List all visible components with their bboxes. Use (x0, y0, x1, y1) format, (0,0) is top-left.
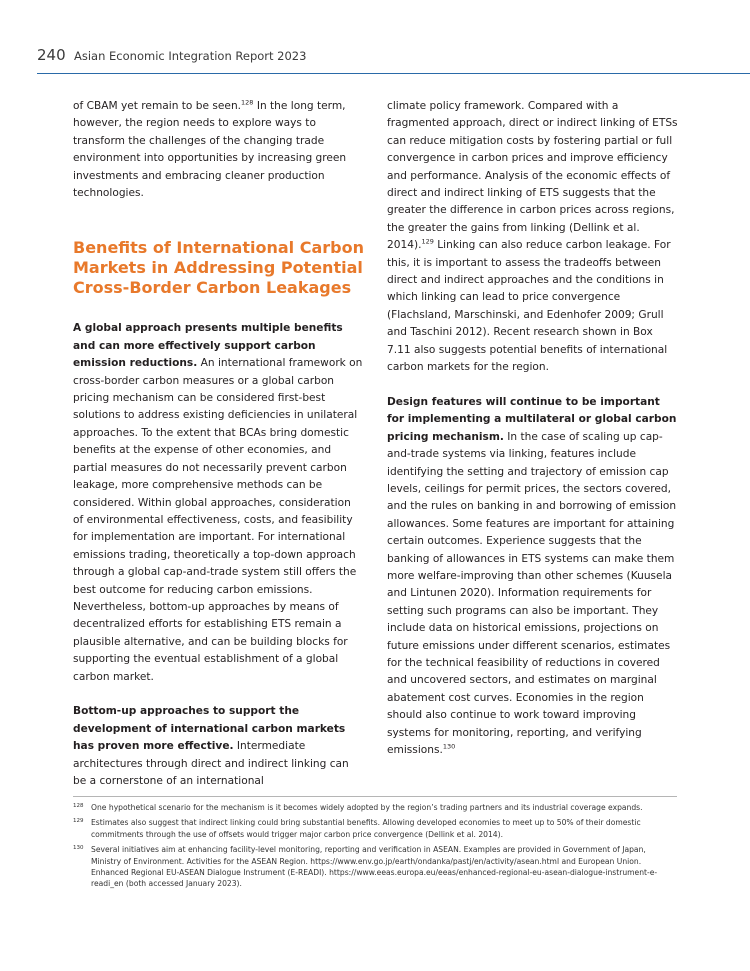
footnote-text: Several initiatives aim at enhancing facility-level monitoring, reporting and verification in ASEAN. Examples are provided in Government of Japan, Ministry of Environment. Activities for the ASEAN Region. https://www.env.go.jp/earth/ondanka/pastj/en/activity/asean.html and European Union. Enhanced Regional EU-ASEAN Dialogue Instrument (E-READI). https://www.eeas.europa.eu/eeas/enhanced-regional-eu-asean-dialogue-instrument-e-readi_en (both accessed January 2023). (91, 845, 658, 889)
footnote-text: One hypothetical scenario for the mechanism is it becomes widely adopted by the region’s trading partners and its industrial coverage expands. (91, 803, 643, 812)
footnote-ref-128[interactable]: 128 (241, 98, 254, 107)
header-divider (37, 73, 750, 74)
paragraph-global-approach (73, 320, 364, 686)
footnotes (73, 796, 677, 894)
footnote-128 (73, 802, 677, 813)
page-number: 240 (37, 46, 66, 64)
paragraph-body: In the case of scaling up cap-and-trade systems via linking, features include identifying the setting and trajectory of emission cap levels, ceilings for permit prices, the sectors covered, and the rules on banking in and borrowing of emission allowances. Some features are important for attaining certain outcomes. Experience suggests that the banking of allowances in ETS systems can make them more welfare-improving than other schemes (Kuusela and Lintunen 2020). Information requirements for setting such programs can also be important. They include data on historical emissions, projections on future emissions under different scenarios, estimates for the technical feasibility of reductions in covered and uncovered sectors, and estimates on marginal abatement cost curves. Economies in the region should also continue to work toward improving systems for monitoring, reporting, and verifying emissions. (387, 430, 677, 757)
paragraph-bottom-up (73, 703, 364, 790)
paragraph-linking (387, 98, 678, 377)
footnote-129 (73, 817, 677, 840)
footnote-text: Estimates also suggest that indirect linking could bring substantial benefits. Allowing developed economies to meet up to 50% of their domestic commitments through the use of offsets would trigger major carbon price convergence (Dellink et al. 2014). (91, 818, 641, 839)
paragraph-lead: Bottom-up approaches to support the development of international carbon markets has proven more effective. (73, 705, 346, 753)
footnote-number: 129 (73, 818, 84, 825)
paragraph-body: Intermediate architectures through direct and indirect linking can be a cornerstone of an international (73, 740, 349, 787)
footnote-130 (73, 844, 677, 890)
footnote-ref-130[interactable]: 130 (442, 742, 456, 751)
report-title: Asian Economic Integration Report 2023 (74, 49, 307, 63)
paragraph-design-features (387, 394, 678, 760)
footnote-number: 128 (73, 803, 84, 809)
intro-text-continued: In the long term, however, the region needs to explore ways to transform the challenges of the changing trade environment into opportunities by increasing green investments and embracing cleaner production technologies. (73, 100, 347, 200)
paragraph-lead: A global approach presents multiple benefits and can more effectively support carbon emission reductions. (73, 322, 343, 370)
intro-paragraph (73, 98, 364, 202)
section-heading: Benefits of International Carbon Markets in Addressing Potential Cross-Border Carbon Leakages (73, 238, 364, 298)
footnote-number: 130 (73, 845, 84, 852)
intro-text: of CBAM yet remain to be seen. (73, 100, 242, 112)
paragraph-body-continued: Linking can also reduce carbon leakage. For this, it is important to assess the tradeoffs between direct and indirect approaches and the conditions in which linking can lead to price convergence (Flachsland, Marschinski, and Edenhofer 2009; Grull and Taschini 2012). Recent research shown in Box 7.11 also suggests potential benefits of international carbon markets for the region. (387, 239, 671, 374)
page-header (37, 46, 750, 74)
right-column (387, 98, 678, 777)
paragraph-body: An international framework on cross-border carbon measures or a global carbon pricing mechanism can be considered first-best solutions to address existing deficiencies in unilateral approaches. To the extent that BCAs bring domestic benefits at the expense of other economies, and partial measures do not necessarily prevent carbon leakage, more comprehensive methods can be considered. Within global approaches, consideration of environmental effectiveness, costs, and feasibility for implementation are important. For international emissions trading, theoretically a top-down approach through a global cap-and-trade system still offers the best outcome for reducing carbon emissions. Nevertheless, bottom-up approaches by means of decentralized efforts for establishing ETS remain a plausible alternative, and can be building blocks for supporting the eventual establishment of a global carbon market. (73, 357, 363, 683)
left-column (73, 98, 364, 808)
footnote-ref-129[interactable]: 129 (421, 237, 434, 246)
paragraph-body: climate policy framework. Compared with a fragmented approach, direct or indirect linking of ETSs can reduce mitigation costs by fostering partial or full convergence in carbon prices and improve efficiency and performance. Analysis of the economic effects of direct and indirect linking of ETS suggests that the greater the difference in carbon prices across regions, the greater the gains from linking (Dellink et al. 2014). (387, 100, 678, 252)
paragraph-lead: Design features will continue to be important for implementing a multilateral or global carbon pricing mechanism. (387, 395, 677, 443)
